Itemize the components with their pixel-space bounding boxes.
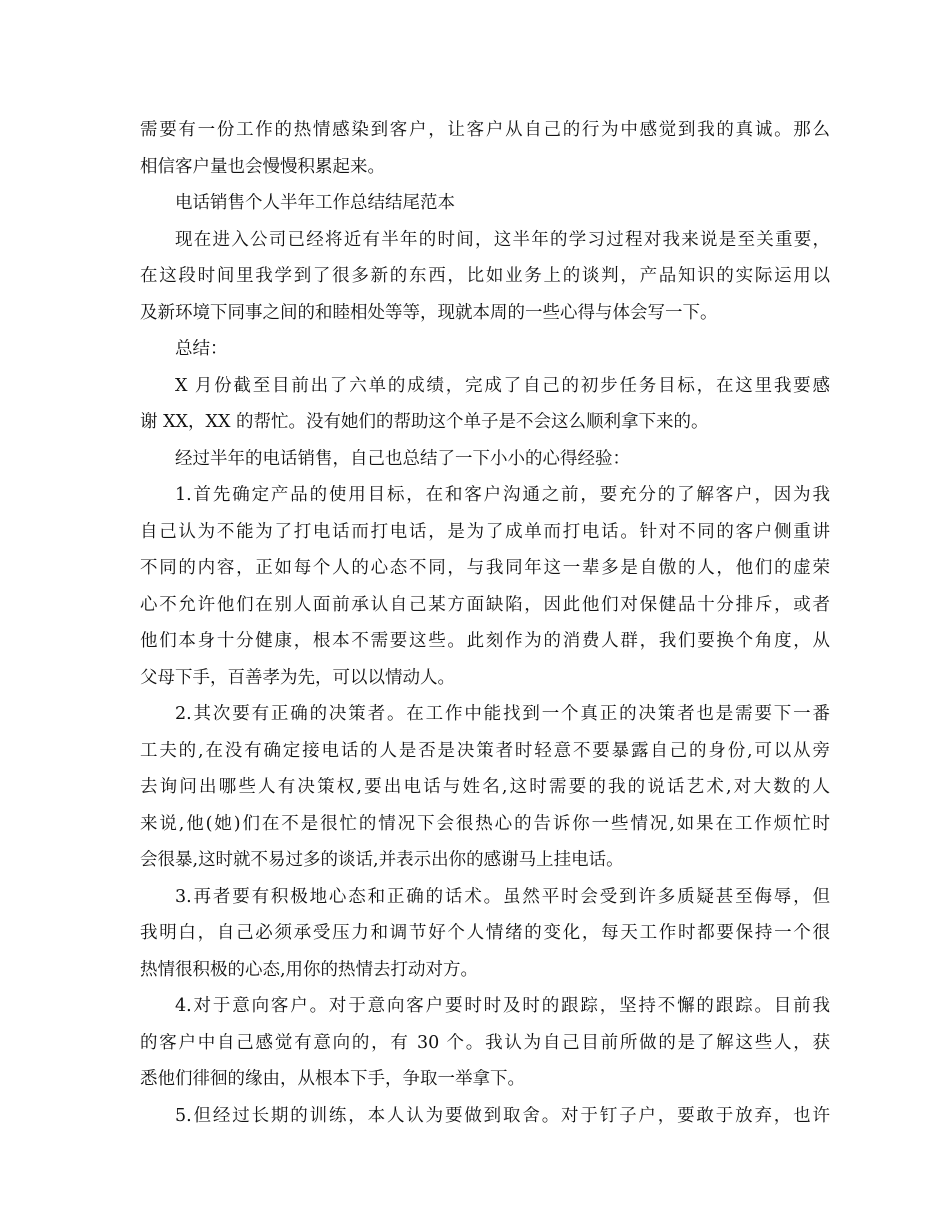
text-line: 总结： xyxy=(175,339,228,359)
paragraph xyxy=(140,1098,830,1135)
text-line: 他们本身十分健康，根本不需要这些。此刻作为的消费人群，我们要换个角度，从 xyxy=(140,631,830,651)
document-body xyxy=(140,112,830,1134)
paragraph xyxy=(140,185,830,222)
text-line: 现在进入公司已经将近有半年的时间，这半年的学习过程对我来说是至关重要， xyxy=(175,229,830,250)
text-line: 3.再者要有积极地心态和正确的话术。虽然平时会受到许多质疑甚至侮辱，但 xyxy=(175,886,830,907)
text-line: 父母下手，百善孝为先，可以以情动人。 xyxy=(140,667,455,688)
paragraph xyxy=(140,368,830,441)
text-line: 电话销售个人半年工作总结结尾范本 xyxy=(175,193,455,213)
text-line: 经过半年的电话销售，自己也总结了一下小小的心得经验： xyxy=(175,448,630,469)
text-line: 谢 XX，XX 的帮忙。没有她们的帮助这个单子是不会这么顺利拿下来的。 xyxy=(140,412,709,432)
text-line: 我明白，自己必须承受压力和调节好个人情绪的变化，每天工作时都要保持一个很 xyxy=(140,923,830,943)
text-line: 在这段时间里我学到了很多新的东西，比如业务上的谈判，产品知识的实际运用以 xyxy=(140,266,830,286)
paragraph xyxy=(140,477,830,696)
text-line: 相信客户量也会慢慢积累起来。 xyxy=(140,156,385,177)
text-line: 2.其次要有正确的决策者。在工作中能找到一个真正的决策者也是需要下一番 xyxy=(175,704,830,724)
paragraph xyxy=(140,441,830,478)
text-line: 1.首先确定产品的使用目标，在和客户沟通之前，要充分的了解客户，因为我 xyxy=(175,485,830,505)
text-line: 4.对于意向客户。对于意向客户要时时及时的跟踪，坚持不懈的跟踪。目前我 xyxy=(175,996,830,1016)
text-line: 悉他们徘徊的缘由，从根本下手，争取一举拿下。 xyxy=(140,1069,525,1089)
text-line: 来说,他(她)们在不是很忙的情况下会很热心的告诉你一些情况,如果在工作烦忙时 xyxy=(140,813,830,834)
text-line: X 月份截至目前出了六单的成绩，完成了自己的初步任务目标，在这里我要感 xyxy=(175,375,830,396)
paragraph xyxy=(140,988,830,1098)
text-line: 工夫的,在没有确定接电话的人是否是决策者时轻意不要暴露自己的身份,可以从旁 xyxy=(140,740,830,761)
paragraph xyxy=(140,696,830,879)
text-line: 需要有一份工作的热情感染到客户，让客户从自己的行为中感觉到我的真诚。那么 xyxy=(140,120,830,140)
text-line: 的客户中自己感觉有意向的，有 30 个。我认为自己目前所做的是了解这些人，获 xyxy=(140,1032,830,1053)
text-line: 会很暴,这时就不易过多的谈话,并表示出你的感谢马上挂电话。 xyxy=(140,850,624,870)
text-line: 热情很积极的心态,用你的热情去打动对方。 xyxy=(140,959,479,980)
text-line: 5.但经过长期的训练，本人认为要做到取舍。对于钉子户，要敢于放弃，也许 xyxy=(175,1105,830,1126)
text-line: 自己认为不能为了打电话而打电话，是为了成单而打电话。针对不同的客户侧重讲 xyxy=(140,521,830,542)
paragraph xyxy=(140,112,830,185)
paragraph xyxy=(140,879,830,989)
text-line: 及新环境下同事之间的和睦相处等等，现就本周的一些心得与体会写一下。 xyxy=(140,302,718,323)
paragraph xyxy=(140,331,830,368)
text-line: 去询问出哪些人有决策权,要出电话与姓名,这时需要的我的说话艺术,对大数的人 xyxy=(140,777,830,797)
text-line: 心不允许他们在别人面前承认自己某方面缺陷，因此他们对保健品十分排斥，或者 xyxy=(140,594,830,615)
paragraph xyxy=(140,222,830,332)
text-line: 不同的内容，正如每个人的心态不同，与我同年这一辈多是自傲的人，他们的虚荣 xyxy=(140,558,830,578)
